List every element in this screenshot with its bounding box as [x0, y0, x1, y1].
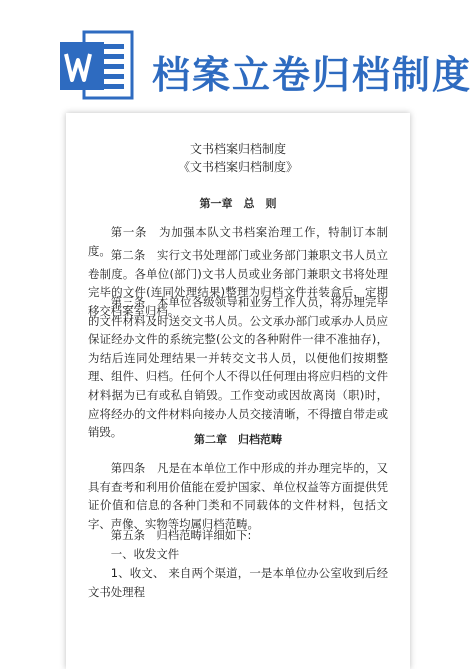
chapter-heading: 第一章 总 则 — [199, 197, 277, 210]
word-document-icon — [58, 30, 134, 100]
document-subtitle: 《文书档案归档制度》 — [177, 160, 298, 174]
list-item: 1、收文、 来自两个渠道，一是本单位办公室收到后经文书处理程 — [88, 566, 388, 599]
header-banner — [0, 0, 474, 112]
article-paragraph: 第二条 实行文书处理部门或业务部门兼职文书人员立卷制度。各单位(部门)文书人员或业务部门兼职文书将处理完毕的文件(连同处理结果)整理为归档文件并装盒后，定期移交档案室归档。 — [88, 248, 388, 318]
article-paragraph: 第一条 为加强本队文书档案治理工作，特制订本制度。 — [88, 225, 388, 258]
article-paragraph: 第三条 本单位各级领导和业务工作人员，将办理完毕的文件材料及时送交文书人员。公文承办部门或承办人员应保证经办文件的系统完整(公文的各种附件一律不准抽存)，为结后连同处理结果一并转交文书人员，以便他们按期整理、组件、归档。任何个人不得以任何理由将应归档的文件材料据为已有或私自销毁。工作变动或因故离岗（职)时，应将经办的文件材料向接办人员交接清晰，不得擅自带走或销毁。 — [88, 295, 388, 440]
article-paragraph: 第四条 凡是在本单位工作中形成的并办理完毕的，又具有查考和利用价值能在爱护国家、单位权益等方面提供凭证价值和信息的各种门类和不同载体的文件材料，包括文字、声像、实物等均属归档范畴。 — [88, 461, 388, 531]
document-title: 文书档案归档制度 — [189, 142, 286, 156]
article-paragraph: 第五条 归档范畴详细如下: — [110, 528, 252, 542]
list-item: 一、收发文件 — [110, 547, 180, 561]
document-page — [66, 113, 410, 669]
chapter-heading: 第二章 归档范畴 — [194, 433, 282, 446]
banner-title: 档案立卷归档制度 — [152, 53, 473, 97]
